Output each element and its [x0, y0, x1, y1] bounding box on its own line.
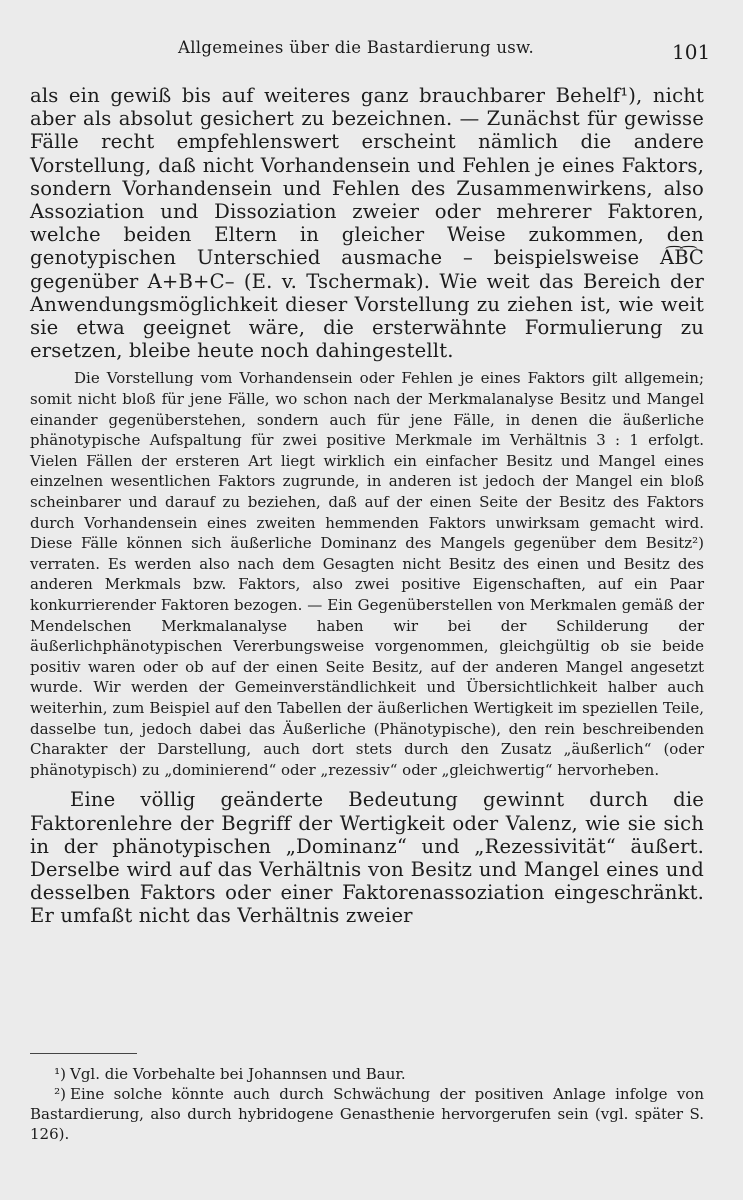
- paragraph-1-text: als ein gewiß bis auf weiteres ganz brauchbarer Behelf¹), nicht aber als absolut gesichert zu bezeichnen. — Zunächst für gewisse Fälle recht empfehlenswert erscheint nämlich die andere Vorstellung, daß nicht Vorhandensein und Fehlen je eines Faktors, sondern Vorhandensein und Fehlen des Zusammenwirkens, also Assoziation und Dissoziation zweier oder mehrerer Faktoren, welche beiden Eltern in gleicher Weise zukommen, den genotypischen Unterschied ausmache – beispielsweise A͡B͡C gegenüber A+B+C– (E. v. Tschermak). Wie weit das Bereich der Anwendungsmöglichkeit dieser Vorstellung zu ziehen ist, wie weit sie etwa geeignet wäre, die ersterwähnte Formulierung zu ersetzen, bleibe heute noch dahingestellt.: [30, 84, 704, 363]
- footnote-1-text: Vgl. die Vorbehalte bei Johannsen und Baur.: [70, 1065, 406, 1083]
- paragraph-2-smallprint: [30, 368, 704, 780]
- footnotes: [30, 1064, 704, 1144]
- footnote-2-text: Eine solche könnte auch durch Schwächung der positiven Anlage infolge von Bastardierung, also durch hybridogene Genasthenie hervorgerufen sein (vgl. später S. 126).: [30, 1085, 704, 1143]
- footnote-2-mark: ²): [54, 1085, 66, 1103]
- body-text: [30, 84, 704, 928]
- footnote-2: [30, 1084, 704, 1144]
- page-number: 101: [672, 40, 711, 64]
- paragraph-2-text: Die Vorstellung vom Vorhandensein oder Fehlen je eines Faktors gilt allgemein; somit nicht bloß für jene Fälle, wo schon nach der Merkmalanalyse Besitz und Mangel einander gegenüberstehen, sondern auch für jene Fälle, in denen die äußerliche phänotypische Aufspaltung für zwei positive Merkmale im Verhältnis 3 : 1 erfolgt. Vielen Fällen der ersteren Art liegt wirklich ein einfacher Besitz und Mangel eines einzelnen wesentlichen Faktors zugrunde, in anderen ist jedoch der Mangel ein bloß scheinbarer und darauf zu beziehen, daß auf der einen Seite der Besitz des Faktors durch Vorhandensein eines zweiten hemmenden Faktors unwirksam gemacht wird. Diese Fälle können sich äußerliche Dominanz des Mangels gegenüber dem Besitz²) verraten. Es werden also nach dem Gesagten nicht Besitz des einen und Besitz des anderen Merkmals bzw. Faktors, also zwei positive Eigenschaften, auf ein Paar konkurrierender Faktoren bezogen. — Ein Gegenüberstellen von Merkmalen gemäß der Mendelschen Merkmalanalyse haben wir bei der Schilderung der äußerlichphänotypischen Vererbungsweise vorgenommen, gleichgültig ob sie beide positiv waren oder ob auf der einen Seite Besitz, auf der anderen Mangel angesetzt wurde. Wir werden der Gemeinverständlichkeit und Übersichtlichkeit halber auch weiterhin, zum Beispiel auf den Tabellen der äußerlichen Wertigkeit im speziellen Teile, dasselbe tun, jedoch dabei das Äußerliche (Phänotypische), den rein beschreibenden Charakter der Darstellung, auch dort stets durch den Zusatz „äußerlich“ (oder phänotypisch) zu „dominierend“ oder „rezessiv“ oder „gleichwertig“ hervorheben.: [30, 369, 704, 779]
- paragraph-3-text: Eine völlig geänderte Bedeutung gewinnt durch die Faktorenlehre der Begriff der Wertigkeit oder Valenz, wie sie sich in der phänotypischen „Dominanz“ und „Rezessivität“ äußert. Derselbe wird auf das Verhältnis von Besitz und Mangel eines und desselben Faktors oder einer Faktorenassoziation eingeschränkt. Er umfaßt nicht das Verhältnis zweier: [30, 788, 704, 928]
- page-header: [0, 38, 743, 68]
- footnote-divider: [30, 1053, 137, 1054]
- footnote-1-mark: ¹): [54, 1065, 66, 1083]
- paragraph-3: [30, 788, 704, 927]
- running-head: Allgemeines über die Bastardierung usw.: [178, 38, 535, 57]
- paragraph-1: [30, 84, 704, 362]
- footnote-1: [30, 1064, 704, 1084]
